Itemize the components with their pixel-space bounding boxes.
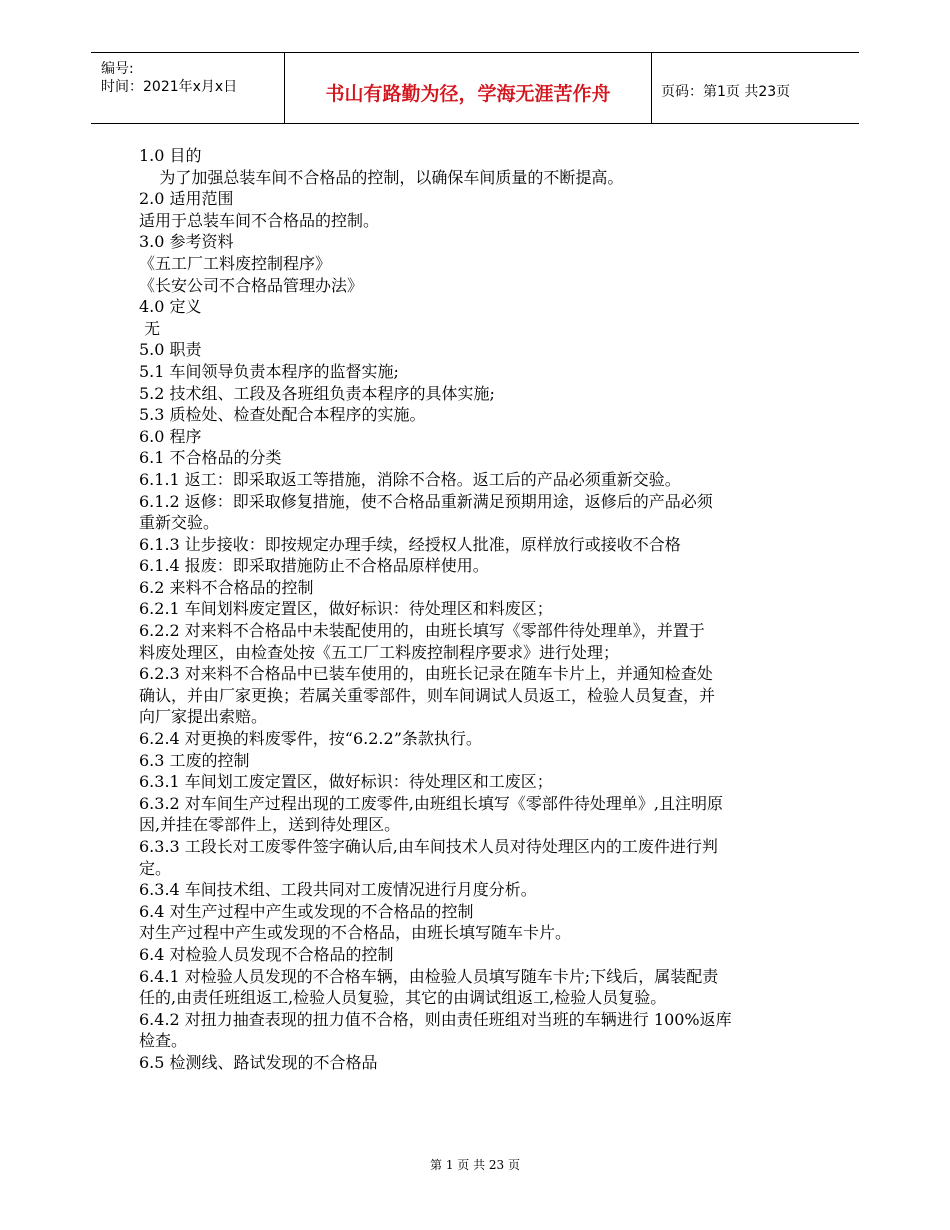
document-header [91, 52, 859, 124]
time-label: 时间：2021年x月x日 [101, 79, 238, 95]
body-line: 6.2 来料不合格品的控制 [139, 577, 314, 597]
body-line: 无 [139, 318, 161, 338]
body-line: 3.0 参考资料 [139, 232, 234, 252]
body-line: 为了加强总装车间不合格品的控制，以确保车间质量的不断提高。 [139, 167, 624, 187]
body-line: 5.2 技术组、工段及各班组负责本程序的具体实施; [139, 383, 495, 403]
number-label: 编号: [101, 61, 134, 77]
body-line: 因,并挂在零部件上，送到待处理区。 [139, 815, 401, 835]
header-page-cell [651, 53, 859, 123]
body-line: 5.0 职责 [139, 340, 202, 360]
body-line: 5.1 车间领导负责本程序的监督实施; [139, 361, 399, 381]
body-line: 2.0 适用范围 [139, 189, 234, 209]
body-line: 6.2.2 对来料不合格品中未装配使用的，由班长填写《零部件待处理单》，并置于 [139, 621, 705, 641]
body-line: 6.3 工废的控制 [139, 750, 250, 770]
body-line: 1.0 目的 [139, 146, 202, 165]
body-line: 6.3.3 工段长对工废零件签字确认后,由车间技术人员对待处理区内的工废件进行判 [139, 837, 718, 856]
body-line: 6.4 对生产过程中产生或发现的不合格品的控制 [139, 901, 474, 921]
body-line: 6.2.1 车间划料废定置区，做好标识：待处理区和料废区； [139, 599, 553, 619]
body-line: 6.2.3 对来料不合格品中已装车使用的，由班长记录在随车卡片上，并通知检查处 [139, 664, 713, 684]
body-line: 《五工厂工料废控制程序》 [139, 253, 332, 273]
body-line: 4.0 定义 [139, 297, 202, 317]
body-line: 6.1.1 返工：即采取返工等措施，消除不合格。返工后的产品必须重新交验。 [139, 469, 681, 489]
body-line: 对生产过程中产生或发现的不合格品，由班长填写随车卡片。 [139, 923, 572, 943]
body-line: 向厂家提出索赔。 [139, 707, 268, 727]
body-line: 料废处理区，由检查处按《五工厂工料废控制程序要求》进行处理； [139, 642, 620, 662]
body-line: 6.1.4 报废：即采取措施防止不合格品原样使用。 [139, 556, 489, 576]
body-line: 6.3.2 对车间生产过程出现的工废零件,由班组长填写《零部件待处理单》,且注明原 [139, 793, 723, 813]
body-line: 任的,由责任班组返工,检验人员复验，其它的由调试组返工,检验人员复验。 [139, 988, 667, 1008]
page-footer: 第 1 页 共 23 页 [430, 1158, 520, 1172]
header-motto-cell [284, 53, 652, 123]
body-line: 6.1.3 让步接收：即按规定办理手续，经授权人批准，原样放行或接收不合格 [139, 534, 681, 554]
body-line: 6.0 程序 [139, 426, 202, 446]
body-line: 6.2.4 对更换的料废零件，按“6.2.2”条款执行。 [139, 729, 482, 749]
body-line: 5.3 质检处、检查处配合本程序的实施。 [139, 405, 426, 425]
body-line: 确认，并由厂家更换；若属关重零部件，则车间调试人员返工，检验人员复查，并 [139, 685, 716, 705]
body-line: 6.4 对检验人员发现不合格品的控制 [139, 944, 394, 964]
body-line: 6.4.1 对检验人员发现的不合格车辆，由检验人员填写随车卡片;下线后，属装配责 [139, 966, 719, 986]
body-line: 定。 [139, 858, 172, 878]
body-line: 6.3.4 车间技术组、工段共同对工废情况进行月度分析。 [139, 880, 537, 900]
body-line: 适用于总装车间不合格品的控制。 [139, 210, 380, 230]
document-body [139, 145, 819, 1074]
body-line: 6.5 检测线、路试发现的不合格品 [139, 1052, 378, 1072]
body-line: 重新交验。 [139, 513, 220, 533]
motto-text: 书山有路勤为径，学海无涯苦作舟 [325, 83, 611, 105]
body-line: 6.1.2 返修：即采取修复措施，使不合格品重新满足预期用途，返修后的产品必须 [139, 491, 713, 511]
body-line: 《长安公司不合格品管理办法》 [139, 275, 364, 295]
body-line: 6.1 不合格品的分类 [139, 448, 282, 468]
body-line: 检查。 [139, 1031, 188, 1051]
body-line: 6.4.2 对扭力抽查表现的扭力值不合格，则由责任班组对当班的车辆进行 100%返库 [139, 1009, 732, 1029]
header-meta-cell [91, 53, 284, 123]
body-line: 6.3.1 车间划工废定置区，做好标识：待处理区和工废区； [139, 772, 553, 792]
page-info: 页码：第1页 共23页 [661, 84, 791, 100]
